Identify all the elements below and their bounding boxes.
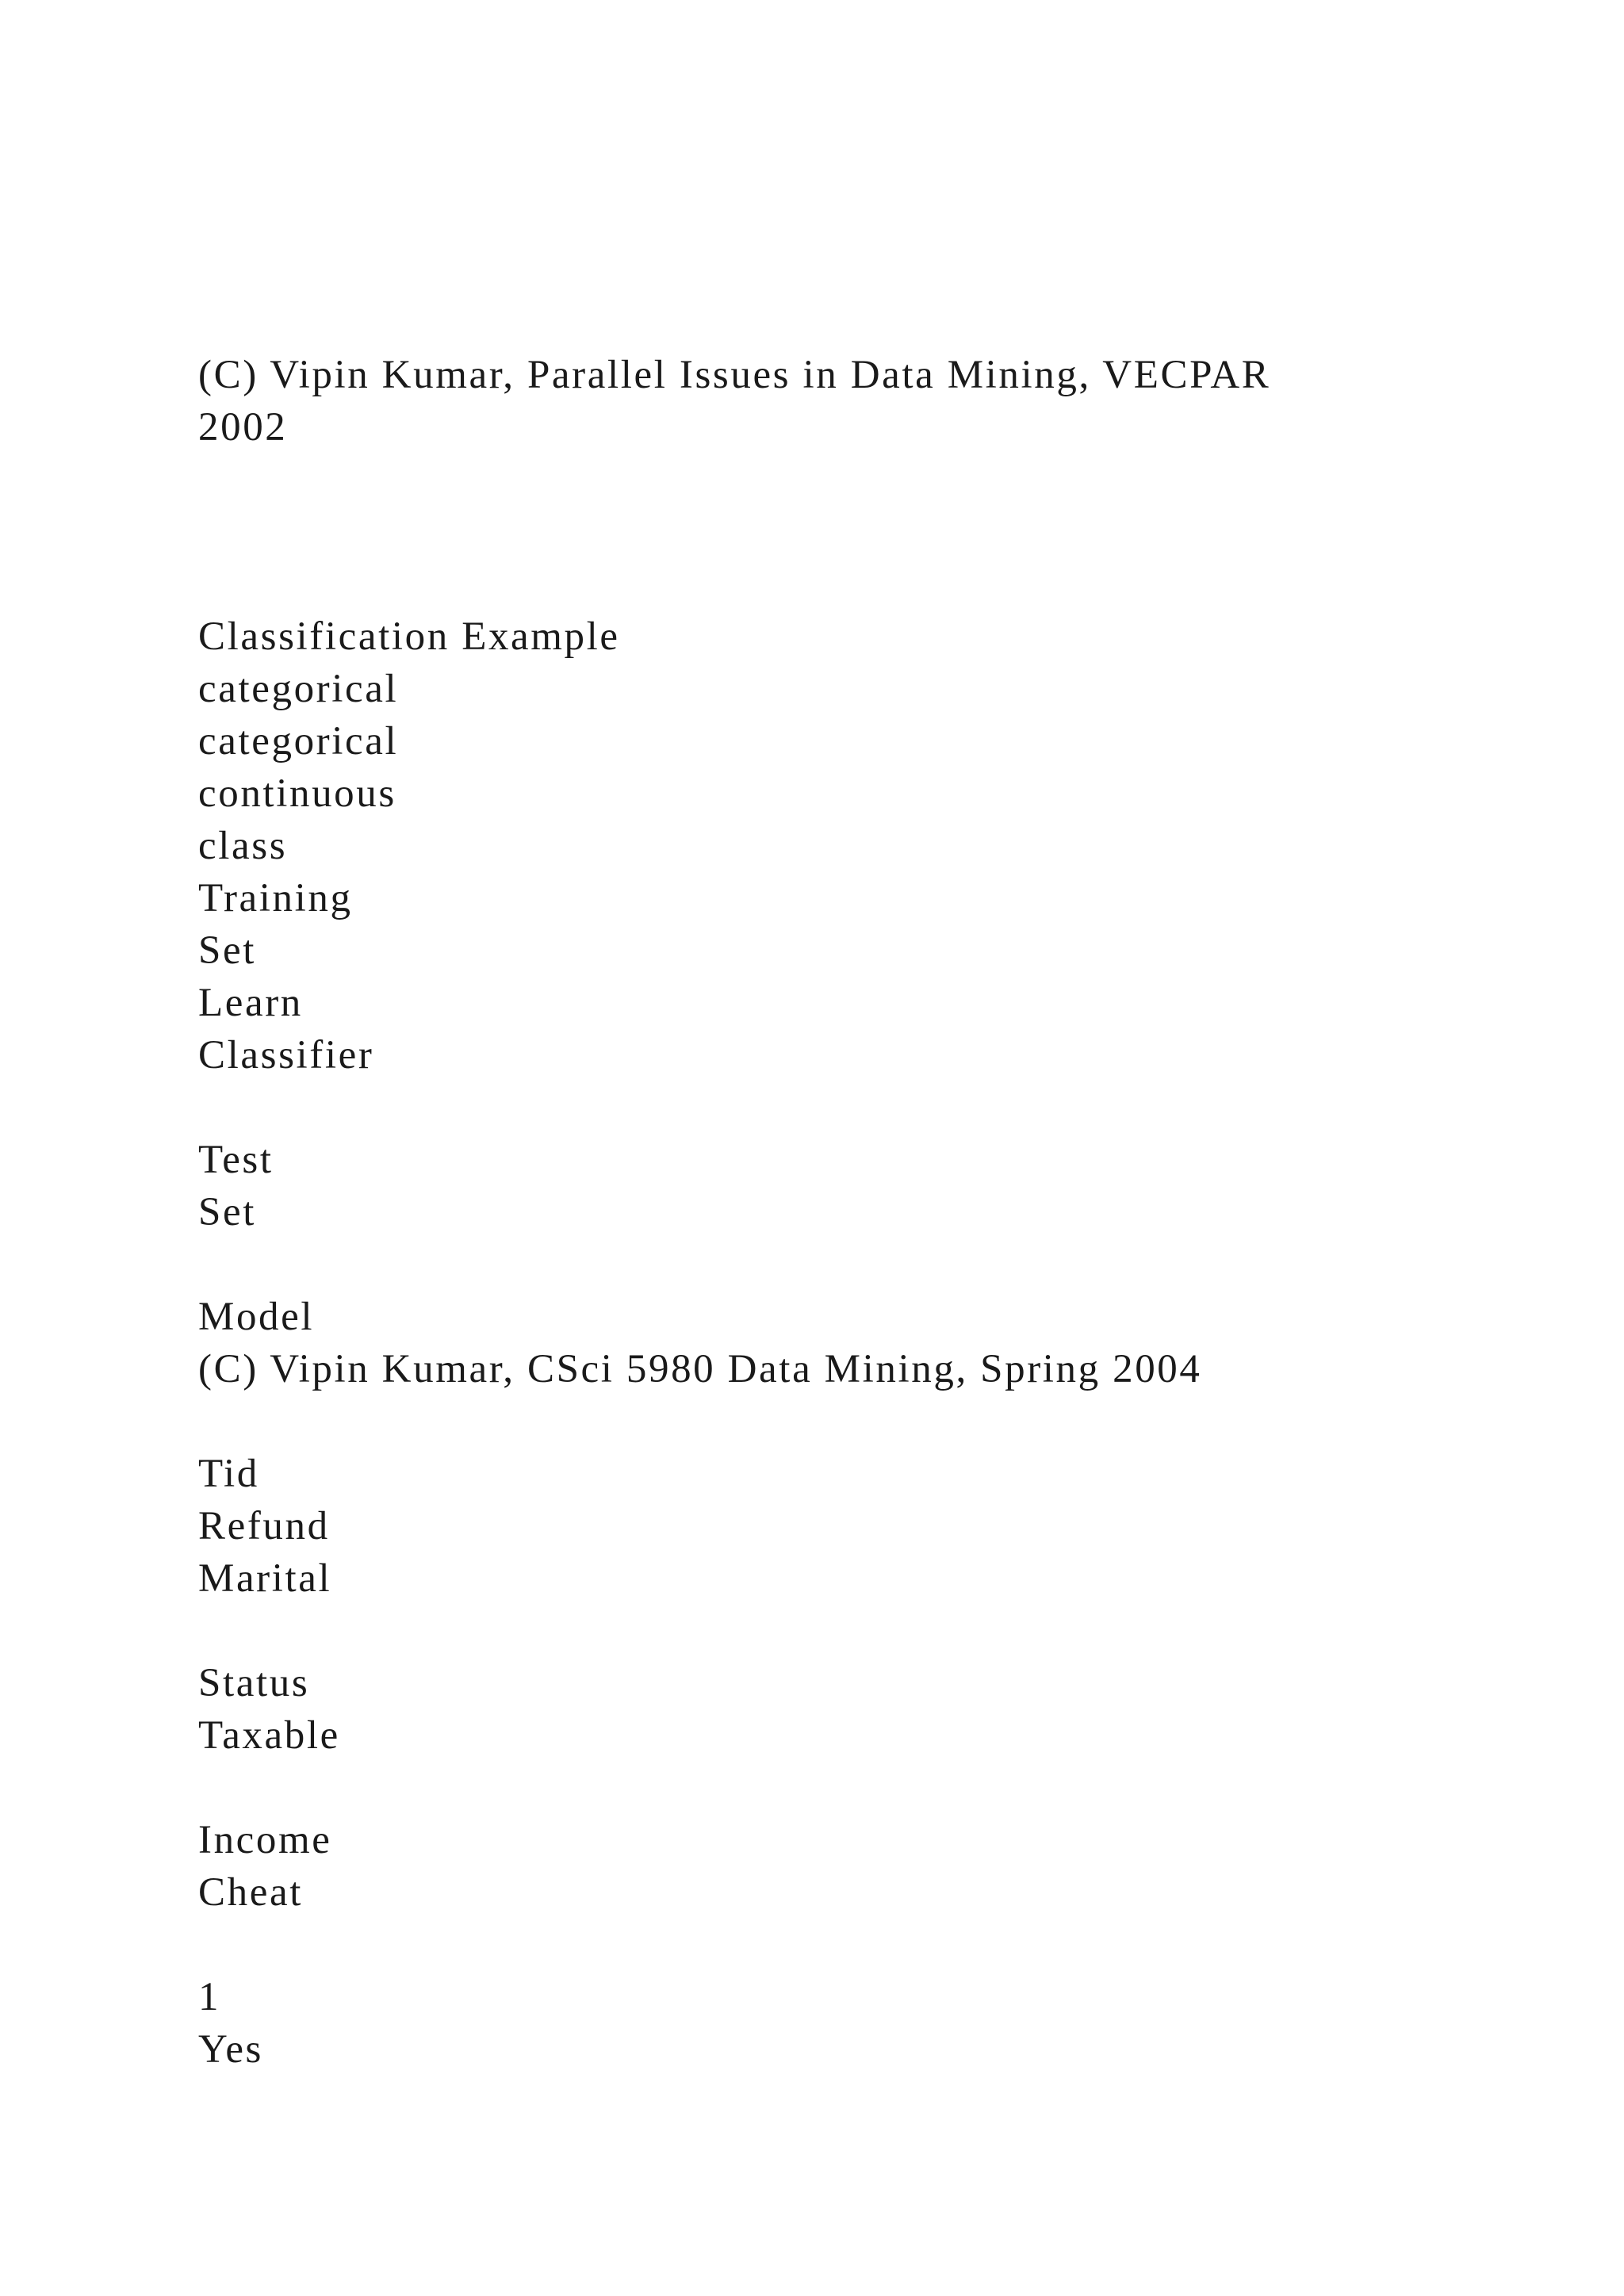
text-line: continuous [198, 771, 396, 816]
blank-line [198, 1238, 1435, 1291]
text-line: Marital [198, 1556, 332, 1601]
text-line: Taxable [198, 1713, 340, 1758]
text-line: Training [198, 876, 353, 920]
blank-line [198, 453, 1435, 506]
header-line-2: 2002 [198, 405, 288, 450]
text-line: categorical [198, 667, 399, 711]
text-line: Model [198, 1295, 315, 1339]
text-line: 1 [198, 1975, 221, 2019]
blank-line [198, 1605, 1435, 1657]
text-line: Cheat [198, 1870, 303, 1915]
blank-line [198, 506, 1435, 558]
header-line-1: (C) Vipin Kumar, Parallel Issues in Data Mining, VECPAR [198, 353, 1271, 397]
section-title: Classification Example [198, 614, 620, 659]
text-line: Set [198, 928, 256, 973]
blank-line [198, 1081, 1435, 1134]
blank-line [198, 1919, 1435, 1971]
text-line: Tid [198, 1452, 259, 1496]
footer-credit-line: (C) Vipin Kumar, CSci 5980 Data Mining, Spring 2004 [198, 1347, 1202, 1391]
text-line: Income [198, 1818, 332, 1862]
text-line: Yes [198, 2027, 264, 2072]
text-line: Set [198, 1190, 256, 1234]
text-line: Learn [198, 981, 303, 1025]
document-text [198, 349, 1435, 2076]
text-line: class [198, 824, 288, 868]
text-line: Refund [198, 1504, 330, 1548]
text-line: Status [198, 1661, 310, 1705]
blank-line [198, 558, 1435, 610]
text-line: Test [198, 1138, 274, 1182]
blank-line [198, 1762, 1435, 1814]
text-line: Classifier [198, 1033, 374, 1077]
blank-line [198, 1395, 1435, 1448]
text-line: categorical [198, 719, 399, 763]
